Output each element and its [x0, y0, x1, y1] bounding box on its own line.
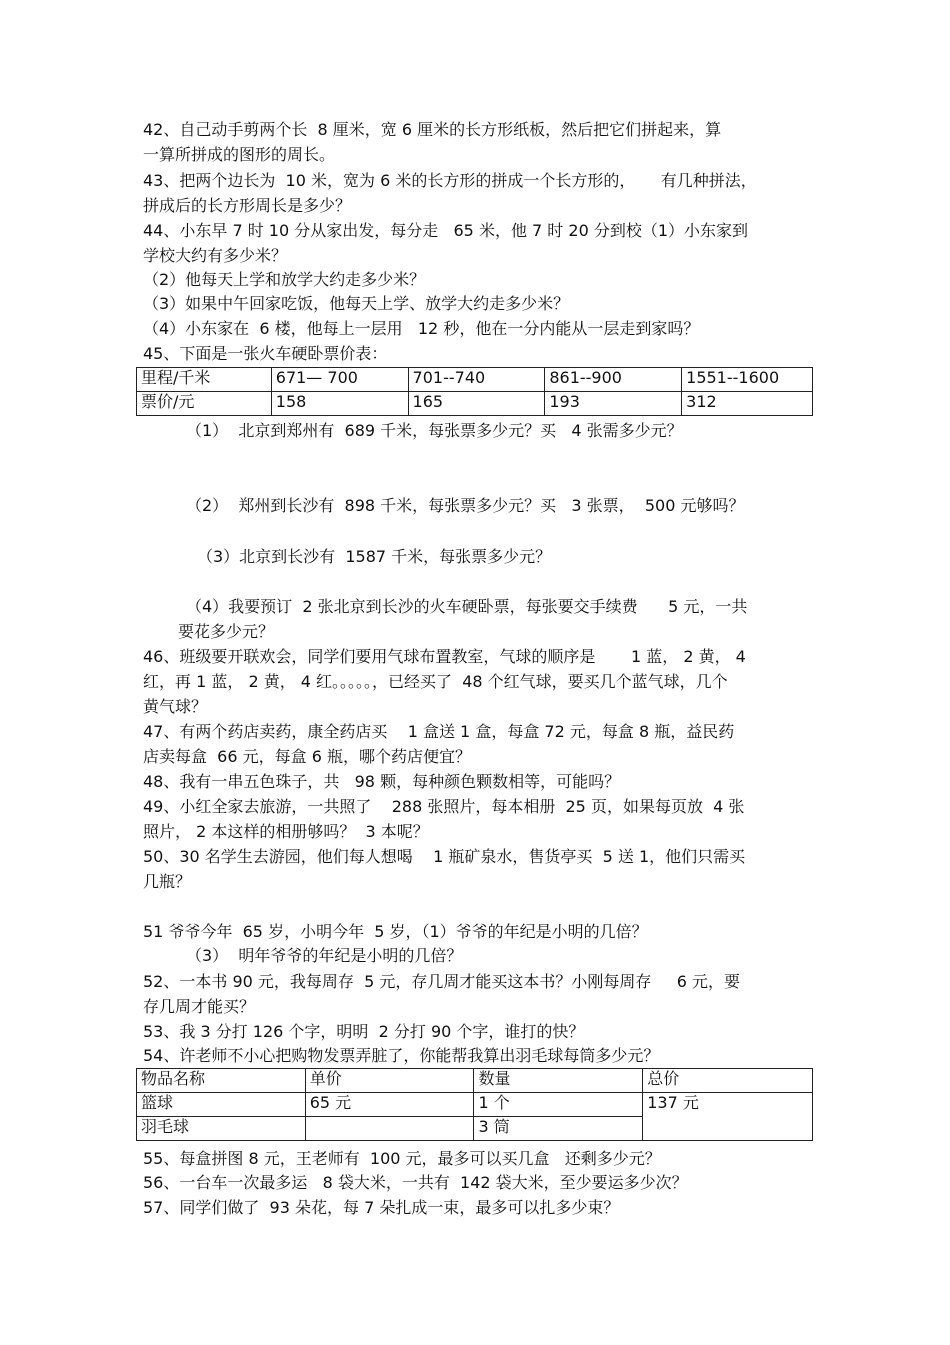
- fare-cell: 701--740: [408, 368, 545, 392]
- question-54: 54、许老师不小心把购物发票弄脏了，你能帮我算出羽毛球每筒多少元？: [143, 1046, 660, 1065]
- question-45-part-4-line-1: （4）我要预订 2 张北京到长沙的火车硬卧票，每张要交手续费 5 元，一共: [186, 597, 748, 616]
- invoice-total-cell: 137 元: [643, 1093, 813, 1141]
- invoice-cell: 羽毛球: [137, 1117, 306, 1141]
- question-47-line-2: 店卖每盒 66 元，每盒 6 瓶，哪个药店便宜？: [143, 747, 471, 766]
- fare-cell: 861--900: [545, 368, 682, 392]
- question-52-line-1: 52、一本书 90 元，我每周存 5 元，存几周才能买这本书？小刚每周存 6 元，要: [143, 972, 741, 991]
- fare-cell: 312: [682, 392, 813, 416]
- fare-cell: 158: [271, 392, 408, 416]
- question-44-part-2: （2）他每天上学和放学大约走多少米？: [143, 270, 426, 289]
- question-46-line-2: 红，再 1 蓝， 2 黄， 4 红。。。。。，已经买了 48 个红气球，要买几个蓝气球，几个: [143, 672, 728, 691]
- question-45-part-3: （3）北京到长沙有 1587 千米，每张票多少元？: [197, 547, 552, 566]
- question-53: 53、我 3 分打 126 个字，明明 2 分打 90 个字，谁打的快？: [143, 1022, 585, 1041]
- question-50-line-1: 50、30 名学生去游园，他们每人想喝 1 瓶矿泉水，售货亭买 5 送 1，他们只需买: [143, 847, 746, 866]
- question-48: 48、我有一串五色珠子，共 98 颗，每种颜色颗数相等，可能吗？: [143, 772, 621, 791]
- question-56: 56、一台车一次最多运 8 袋大米，一共有 142 袋大米，至少要运多少次？: [143, 1173, 688, 1192]
- question-51-line-1: 51 爷爷今年 65 岁，小明今年 5 岁，（1）爷爷的年纪是小明的几倍？: [143, 922, 648, 941]
- question-52-line-2: 存几周才能买？: [143, 997, 256, 1016]
- fare-table-row-distance: [137, 368, 813, 392]
- question-47-line-1: 47、有两个药店卖药，康全药店买 1 盒送 1 盒，每盒 72 元，每盒 8 瓶，益民药: [143, 722, 735, 741]
- question-57: 57、同学们做了 93 朵花，每 7 朵扎成一束，最多可以扎多少束？: [143, 1198, 620, 1217]
- invoice-header-cell: 物品名称: [137, 1069, 306, 1093]
- question-49-line-1: 49、小红全家去旅游，一共照了 288 张照片，每本相册 25 页，如果每页放 4 张: [143, 797, 745, 816]
- invoice-cell: [305, 1117, 474, 1141]
- question-45-part-2: （2） 郑州到长沙有 898 千米，每张票多少元？买 3 张票， 500 元够吗？: [186, 496, 745, 515]
- question-46-line-3: 黄气球？: [143, 697, 208, 716]
- question-45-part-1: （1） 北京到郑州有 689 千米，每张票多少元？买 4 张需多少元？: [186, 421, 683, 440]
- invoice-cell: 1 个: [474, 1093, 643, 1117]
- fare-cell: 671— 700: [271, 368, 408, 392]
- fare-cell: 165: [408, 392, 545, 416]
- invoice-header-cell: 总价: [643, 1069, 813, 1093]
- question-43-line-1: 43、把两个边长为 10 米，宽为 6 米的长方形的拼成一个长方形的， 有几种拼法，: [143, 171, 757, 190]
- fare-table: [136, 367, 813, 416]
- question-45-title: 45、下面是一张火车硬卧票价表：: [143, 344, 388, 363]
- fare-cell: 票价/元: [137, 392, 272, 416]
- invoice-header-row: [137, 1069, 813, 1093]
- invoice-header-cell: 单价: [305, 1069, 474, 1093]
- question-46-line-1: 46、班级要开联欢会，同学们要用气球布置教室，气球的顺序是 1 蓝， 2 黄， 4: [143, 647, 746, 666]
- question-44-part-4: （4）小东家在 6 楼，他每上一层用 12 秒，他在一分内能从一层走到家吗？: [143, 319, 700, 338]
- question-42-line-2: 一算所拼成的图形的周长。: [143, 145, 336, 164]
- invoice-row-basketball: [137, 1093, 813, 1117]
- invoice-cell: 3 筒: [474, 1117, 643, 1141]
- invoice-table: [136, 1068, 813, 1141]
- question-51-line-2: （3） 明年爷爷的年纪是小明的几倍？: [186, 946, 463, 965]
- fare-cell: 193: [545, 392, 682, 416]
- invoice-cell: 篮球: [137, 1093, 306, 1117]
- question-42-line-1: 42、自己动手剪两个长 8 厘米，宽 6 厘米的长方形纸板，然后把它们拼起来，算: [143, 120, 722, 139]
- question-43-line-2: 拼成后的长方形周长是多少？: [143, 196, 352, 215]
- question-55: 55、每盒拼图 8 元，王老师有 100 元，最多可以买几盒 还剩多少元？: [143, 1149, 661, 1168]
- question-50-line-2: 几瓶？: [143, 872, 192, 891]
- question-44-part-3: （3）如果中午回家吃饭，他每天上学、放学大约走多少米？: [143, 294, 570, 313]
- fare-cell: 1551--1600: [682, 368, 813, 392]
- question-45-part-4-line-2: 要花多少元？: [178, 622, 275, 641]
- invoice-cell: 65 元: [305, 1093, 474, 1117]
- question-44-line-1: 44、小东早 7 时 10 分从家出发，每分走 65 米，他 7 时 20 分到校（1）小东家到: [143, 221, 749, 240]
- question-44-line-2: 学校大约有多少米？: [143, 246, 288, 265]
- invoice-header-cell: 数量: [474, 1069, 643, 1093]
- fare-table-row-price: [137, 392, 813, 416]
- question-49-line-2: 照片， 2 本这样的相册够吗？ 3 本呢？: [143, 822, 429, 841]
- fare-cell: 里程/千米: [137, 368, 272, 392]
